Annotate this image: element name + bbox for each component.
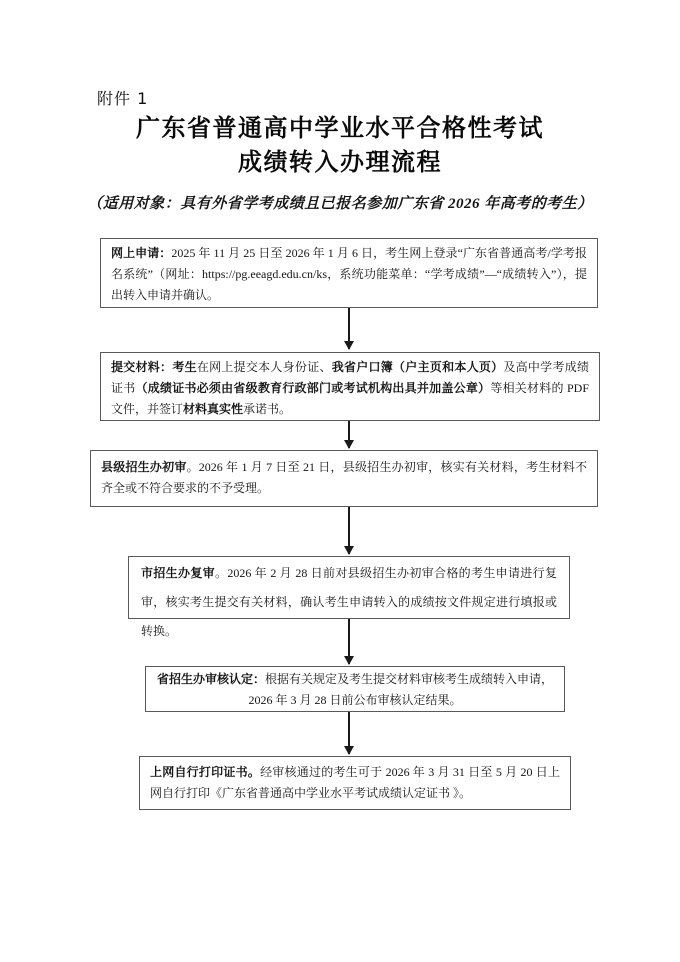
arrow-down-icon bbox=[344, 440, 354, 449]
flow-step-county-initial-review: 县级招生办初审。2026 年 1 月 7 日至 21 日，县级招生办初审，核实有关材料，考生材料不齐全或不符合要求的不予受理。 bbox=[90, 450, 598, 507]
flow-connector-2 bbox=[348, 421, 350, 448]
arrow-down-icon bbox=[344, 656, 354, 665]
document-subtitle: （适用对象：具有外省学考成绩且已报名参加广东省 2026 年高考的考生） bbox=[87, 196, 593, 212]
arrow-down-icon bbox=[344, 341, 354, 350]
attachment-label: 附件 1 bbox=[97, 89, 149, 108]
flow-connector-5 bbox=[348, 712, 350, 754]
flow-step-print-certificate: 上网自行打印证书。经审核通过的考生可于 2026 年 3 月 31 日至 5 月 20 日上网自行打印《广东省普通高中学业水平考试成绩认定证书 》。 bbox=[139, 756, 571, 810]
flow-step-province-verification: 省招生办审核认定：根据有关规定及考生提交材料审核考生成绩转入申请，2026 年 3 月 28 日前公布审核认定结果。 bbox=[145, 666, 565, 712]
flow-step-city-review: 市招生办复审。2026 年 2 月 28 日前对县级招生办初审合格的考生申请进行复审，核实考生提交有关材料，确认考生申请转入的成绩按文件规定进行填报或转换。 bbox=[128, 556, 570, 619]
arrow-down-icon bbox=[344, 746, 354, 755]
flow-connector-1 bbox=[348, 308, 350, 349]
document-title bbox=[0, 112, 680, 180]
flow-connector-3 bbox=[348, 507, 350, 554]
document-title-line-1: 广东省普通高中学业水平合格性考试 bbox=[136, 116, 544, 142]
arrow-down-icon bbox=[344, 546, 354, 555]
document-title-line-2: 成绩转入办理流程 bbox=[238, 150, 442, 176]
flow-step-submit-materials: 提交材料：考生在网上提交本人身份证、我省户口簿（户主页和本人页）及高中学考成绩证书（成绩证书必须由省级教育行政部门或考试机构出具并加盖公章）等相关材料的 PDF 文件，并签订材料真实性承诺书。 bbox=[100, 352, 600, 421]
flow-connector-4 bbox=[348, 619, 350, 664]
flow-step-online-application: 网上申请：2025 年 11 月 25 日至 2026 年 1 月 6 日，考生网上登录“广东省普通高考/学考报名系统”（网址：https://pg.eeagd.edu.cn/ks，系统功能菜单：“学考成绩”—“成绩转入”），提出转入申请并确认。 bbox=[100, 238, 598, 308]
